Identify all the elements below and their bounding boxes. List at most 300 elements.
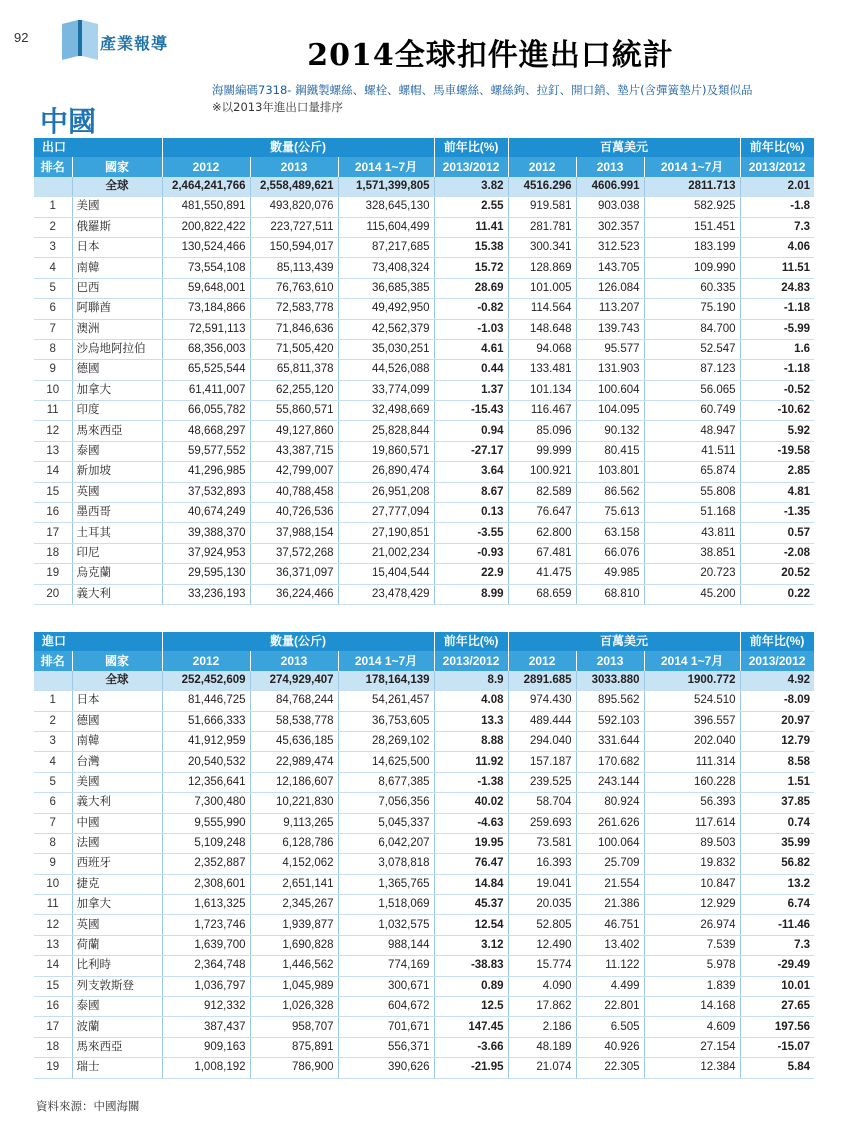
qty-yoy-cell: 3.12 bbox=[434, 935, 508, 955]
qty-2013-cell: 958,707 bbox=[250, 1017, 338, 1037]
qty-2013-cell: 37,572,268 bbox=[250, 543, 338, 563]
qty-2012-cell: 1,613,325 bbox=[162, 895, 250, 915]
usd-2013-cell: 903.038 bbox=[576, 197, 644, 217]
export-section-label: 出口 bbox=[34, 138, 162, 157]
country-cell: 澳洲 bbox=[72, 319, 162, 339]
qty-2013-cell: 58,538,778 bbox=[250, 711, 338, 731]
qty-2014-cell: 774,169 bbox=[338, 956, 434, 976]
sort-note: ※以2013年進出口量排序 bbox=[212, 100, 343, 114]
country-cell: 印尼 bbox=[72, 543, 162, 563]
usd-2013-cell: 592.103 bbox=[576, 711, 644, 731]
qty-yoy-cell: -3.55 bbox=[434, 523, 508, 543]
country-cell: 西班牙 bbox=[72, 854, 162, 874]
usd-2014-cell: 75.190 bbox=[644, 299, 740, 319]
qty-2012-cell: 66,055,782 bbox=[162, 401, 250, 421]
table-row bbox=[34, 895, 814, 915]
qty-2013-cell: 1,446,562 bbox=[250, 956, 338, 976]
usd-2012-cell: 2891.685 bbox=[508, 671, 576, 691]
import-section-label: 進口 bbox=[34, 632, 162, 651]
usd-2014-cell: 65.874 bbox=[644, 462, 740, 482]
usd-2014-cell: 151.451 bbox=[644, 217, 740, 237]
usd-2013-cell: 11.122 bbox=[576, 956, 644, 976]
qty-yoy-cell: 3.64 bbox=[434, 462, 508, 482]
table-row bbox=[34, 319, 814, 339]
usd-yoy-cell: 4.92 bbox=[740, 671, 814, 691]
qty-2013-cell: 37,988,154 bbox=[250, 523, 338, 543]
rank-cell: 3 bbox=[34, 731, 72, 751]
country-cell: 波蘭 bbox=[72, 1017, 162, 1037]
usd-yoy-cell: 5.84 bbox=[740, 1058, 814, 1078]
qty-2013-cell: 40,726,536 bbox=[250, 503, 338, 523]
qty-2014-cell: 328,645,130 bbox=[338, 197, 434, 217]
usd-2013-cell: 21.386 bbox=[576, 895, 644, 915]
rank-cell: 6 bbox=[34, 299, 72, 319]
usd-2014-cell: 7.539 bbox=[644, 935, 740, 955]
qty-2014-cell: 23,478,429 bbox=[338, 584, 434, 604]
usd-2013-cell: 6.505 bbox=[576, 1017, 644, 1037]
qty-2013-cell: 49,127,860 bbox=[250, 421, 338, 441]
qty-2014-cell: 178,164,139 bbox=[338, 671, 434, 691]
country-cell: 泰國 bbox=[72, 441, 162, 461]
qty-yoy-cell: 40.02 bbox=[434, 793, 508, 813]
usd-yoy-cell: 2.01 bbox=[740, 177, 814, 197]
rank-cell: 7 bbox=[34, 319, 72, 339]
usd-2012-cell: 17.862 bbox=[508, 997, 576, 1017]
usd-2013-cell: 22.305 bbox=[576, 1058, 644, 1078]
country-cell: 列支敦斯登 bbox=[72, 976, 162, 996]
table-row bbox=[34, 237, 814, 257]
usd-2013-cell: 13.402 bbox=[576, 935, 644, 955]
table-row bbox=[34, 584, 814, 604]
qty-2012-cell: 73,184,866 bbox=[162, 299, 250, 319]
table-row bbox=[34, 1017, 814, 1037]
usd-2013-cell: 4606.991 bbox=[576, 177, 644, 197]
qty-2013-cell: 1,690,828 bbox=[250, 935, 338, 955]
rank-cell: 12 bbox=[34, 421, 72, 441]
usd-2014-cell: 60.335 bbox=[644, 278, 740, 298]
qty-2013-cell: 12,186,607 bbox=[250, 772, 338, 792]
usd-yoy-cell: 12.79 bbox=[740, 731, 814, 751]
qty-2013-cell: 1,045,989 bbox=[250, 976, 338, 996]
section-label: 產業報導 bbox=[100, 34, 169, 53]
usd-2013-cell: 40.926 bbox=[576, 1037, 644, 1057]
usd-2012-cell: 489.444 bbox=[508, 711, 576, 731]
qty-yoy-cell: -0.93 bbox=[434, 543, 508, 563]
usd-2012-cell: 19.041 bbox=[508, 874, 576, 894]
qty-2012-cell: 41,296,985 bbox=[162, 462, 250, 482]
qty-2014-cell: 988,144 bbox=[338, 935, 434, 955]
year-2013-header: 2013 bbox=[576, 651, 644, 670]
qty-2013-cell: 55,860,571 bbox=[250, 401, 338, 421]
usd-2012-cell: 62.800 bbox=[508, 523, 576, 543]
usd-yoy-cell: 5.92 bbox=[740, 421, 814, 441]
export-qty-group: 數量(公斤) bbox=[162, 138, 434, 157]
qty-2012-cell: 12,356,641 bbox=[162, 772, 250, 792]
usd-2012-cell: 116.467 bbox=[508, 401, 576, 421]
qty-2013-cell: 85,113,439 bbox=[250, 258, 338, 278]
table-row bbox=[34, 441, 814, 461]
country-cell: 烏克蘭 bbox=[72, 564, 162, 584]
qty-2013-cell: 71,846,636 bbox=[250, 319, 338, 339]
table-row bbox=[34, 997, 814, 1017]
country-cell: 法國 bbox=[72, 833, 162, 853]
qty-2014-cell: 1,032,575 bbox=[338, 915, 434, 935]
qty-2013-cell: 72,583,778 bbox=[250, 299, 338, 319]
qty-2013-cell: 6,128,786 bbox=[250, 833, 338, 853]
usd-2012-cell: 67.481 bbox=[508, 543, 576, 563]
usd-2013-cell: 312.523 bbox=[576, 237, 644, 257]
qty-2014-cell: 1,518,069 bbox=[338, 895, 434, 915]
export-qty-yoy-header: 前年比(%) bbox=[434, 138, 508, 157]
year-2012-header: 2012 bbox=[508, 651, 576, 670]
qty-2012-cell: 1,036,797 bbox=[162, 976, 250, 996]
usd-2013-cell: 25.709 bbox=[576, 854, 644, 874]
usd-2013-cell: 126.084 bbox=[576, 278, 644, 298]
usd-2014-cell: 19.832 bbox=[644, 854, 740, 874]
country-header: 國家 bbox=[72, 651, 162, 670]
qty-2014-cell: 26,890,474 bbox=[338, 462, 434, 482]
import-header-row-1 bbox=[34, 632, 814, 651]
import-usd-group: 百萬美元 bbox=[508, 632, 740, 651]
usd-2013-cell: 104.095 bbox=[576, 401, 644, 421]
usd-2012-cell: 300.341 bbox=[508, 237, 576, 257]
qty-yoy-cell: -15.43 bbox=[434, 401, 508, 421]
rank-cell: 1 bbox=[34, 691, 72, 711]
qty-2012-cell: 2,308,601 bbox=[162, 874, 250, 894]
country-cell: 印度 bbox=[72, 401, 162, 421]
qty-2013-cell: 62,255,120 bbox=[250, 380, 338, 400]
usd-2014-cell: 111.314 bbox=[644, 752, 740, 772]
qty-yoy-cell: 0.13 bbox=[434, 503, 508, 523]
qty-yoy-cell: -1.38 bbox=[434, 772, 508, 792]
usd-yoy-cell: 4.06 bbox=[740, 237, 814, 257]
year-2014-header: 2014 1~7月 bbox=[644, 651, 740, 670]
rank-cell: 14 bbox=[34, 956, 72, 976]
usd-2012-cell: 99.999 bbox=[508, 441, 576, 461]
qty-2012-cell: 37,532,893 bbox=[162, 482, 250, 502]
qty-yoy-cell: 13.3 bbox=[434, 711, 508, 731]
year-2014-header: 2014 1~7月 bbox=[338, 651, 434, 670]
qty-2014-cell: 6,042,207 bbox=[338, 833, 434, 853]
country-cell: 全球 bbox=[72, 671, 162, 691]
usd-2012-cell: 82.589 bbox=[508, 482, 576, 502]
usd-2013-cell: 66.076 bbox=[576, 543, 644, 563]
rank-cell: 11 bbox=[34, 401, 72, 421]
country-cell: 日本 bbox=[72, 237, 162, 257]
usd-2014-cell: 84.700 bbox=[644, 319, 740, 339]
usd-yoy-cell: 7.3 bbox=[740, 217, 814, 237]
qty-2014-cell: 8,677,385 bbox=[338, 772, 434, 792]
qty-2014-cell: 300,671 bbox=[338, 976, 434, 996]
rank-header: 排名 bbox=[34, 651, 72, 670]
qty-yoy-cell: 0.44 bbox=[434, 360, 508, 380]
usd-yoy-cell: -1.35 bbox=[740, 503, 814, 523]
qty-yoy-cell: 22.9 bbox=[434, 564, 508, 584]
usd-2012-cell: 58.704 bbox=[508, 793, 576, 813]
usd-2014-cell: 38.851 bbox=[644, 543, 740, 563]
country-cell: 沙烏地阿拉伯 bbox=[72, 339, 162, 359]
qty-2012-cell: 5,109,248 bbox=[162, 833, 250, 853]
qty-yoy-cell: 4.61 bbox=[434, 339, 508, 359]
qty-2012-cell: 2,364,748 bbox=[162, 956, 250, 976]
table-row bbox=[34, 1058, 814, 1078]
qty-2013-cell: 10,221,830 bbox=[250, 793, 338, 813]
usd-yoy-cell: -1.18 bbox=[740, 299, 814, 319]
qty-yoy-cell: 8.88 bbox=[434, 731, 508, 751]
yoy-period-header: 2013/2012 bbox=[740, 651, 814, 670]
qty-2014-cell: 36,685,385 bbox=[338, 278, 434, 298]
usd-2012-cell: 20.035 bbox=[508, 895, 576, 915]
usd-2014-cell: 202.040 bbox=[644, 731, 740, 751]
country-cell: 土耳其 bbox=[72, 523, 162, 543]
rank-cell: 2 bbox=[34, 217, 72, 237]
usd-2012-cell: 133.481 bbox=[508, 360, 576, 380]
qty-yoy-cell: 147.45 bbox=[434, 1017, 508, 1037]
table-row bbox=[34, 976, 814, 996]
qty-2013-cell: 84,768,244 bbox=[250, 691, 338, 711]
qty-yoy-cell: -4.63 bbox=[434, 813, 508, 833]
qty-2014-cell: 19,860,571 bbox=[338, 441, 434, 461]
usd-yoy-cell: 35.99 bbox=[740, 833, 814, 853]
usd-2012-cell: 94.068 bbox=[508, 339, 576, 359]
qty-2012-cell: 61,411,007 bbox=[162, 380, 250, 400]
table-row bbox=[34, 956, 814, 976]
country-cell: 巴西 bbox=[72, 278, 162, 298]
table-row bbox=[34, 711, 814, 731]
qty-2012-cell: 73,554,108 bbox=[162, 258, 250, 278]
rank-cell: 3 bbox=[34, 237, 72, 257]
page-number: 92 bbox=[14, 30, 29, 45]
import-usd-yoy-header: 前年比(%) bbox=[740, 632, 814, 651]
country-cell: 捷克 bbox=[72, 874, 162, 894]
qty-yoy-cell: 8.99 bbox=[434, 584, 508, 604]
rank-cell: 5 bbox=[34, 278, 72, 298]
usd-2014-cell: 1900.772 bbox=[644, 671, 740, 691]
usd-yoy-cell: 1.6 bbox=[740, 339, 814, 359]
country-cell: 新加坡 bbox=[72, 462, 162, 482]
country-cell: 中國 bbox=[72, 813, 162, 833]
year-2012-header: 2012 bbox=[508, 157, 576, 176]
usd-yoy-cell: -1.18 bbox=[740, 360, 814, 380]
qty-2014-cell: 604,672 bbox=[338, 997, 434, 1017]
qty-2012-cell: 81,446,725 bbox=[162, 691, 250, 711]
country-cell: 阿聯酋 bbox=[72, 299, 162, 319]
usd-yoy-cell: 27.65 bbox=[740, 997, 814, 1017]
country-cell: 瑞士 bbox=[72, 1058, 162, 1078]
country-cell: 德國 bbox=[72, 360, 162, 380]
usd-2012-cell: 157.187 bbox=[508, 752, 576, 772]
rank-cell: 5 bbox=[34, 772, 72, 792]
usd-2013-cell: 3033.880 bbox=[576, 671, 644, 691]
usd-2013-cell: 80.415 bbox=[576, 441, 644, 461]
qty-yoy-cell: 12.5 bbox=[434, 997, 508, 1017]
rank-cell: 19 bbox=[34, 1058, 72, 1078]
table-row bbox=[34, 874, 814, 894]
usd-2014-cell: 2811.713 bbox=[644, 177, 740, 197]
usd-2012-cell: 974.430 bbox=[508, 691, 576, 711]
usd-yoy-cell: 2.85 bbox=[740, 462, 814, 482]
country-cell: 美國 bbox=[72, 197, 162, 217]
usd-2013-cell: 139.743 bbox=[576, 319, 644, 339]
qty-2014-cell: 32,498,669 bbox=[338, 401, 434, 421]
usd-yoy-cell: 197.56 bbox=[740, 1017, 814, 1037]
usd-2013-cell: 143.705 bbox=[576, 258, 644, 278]
qty-2014-cell: 87,217,685 bbox=[338, 237, 434, 257]
usd-yoy-cell: -0.52 bbox=[740, 380, 814, 400]
table-row bbox=[34, 482, 814, 502]
qty-2014-cell: 44,526,088 bbox=[338, 360, 434, 380]
qty-2012-cell: 2,464,241,766 bbox=[162, 177, 250, 197]
year-2012-header: 2012 bbox=[162, 651, 250, 670]
rank-cell: 8 bbox=[34, 339, 72, 359]
usd-2013-cell: 86.562 bbox=[576, 482, 644, 502]
qty-2013-cell: 43,387,715 bbox=[250, 441, 338, 461]
rank-cell: 4 bbox=[34, 258, 72, 278]
usd-2014-cell: 183.199 bbox=[644, 237, 740, 257]
qty-2013-cell: 493,820,076 bbox=[250, 197, 338, 217]
usd-2013-cell: 49.985 bbox=[576, 564, 644, 584]
usd-2013-cell: 243.144 bbox=[576, 772, 644, 792]
usd-2012-cell: 919.581 bbox=[508, 197, 576, 217]
qty-2014-cell: 15,404,544 bbox=[338, 564, 434, 584]
import-header-row-2 bbox=[34, 651, 814, 670]
table-row bbox=[34, 197, 814, 217]
country-cell: 南韓 bbox=[72, 731, 162, 751]
usd-2012-cell: 100.921 bbox=[508, 462, 576, 482]
qty-yoy-cell: -3.66 bbox=[434, 1037, 508, 1057]
usd-2013-cell: 95.577 bbox=[576, 339, 644, 359]
usd-2013-cell: 131.903 bbox=[576, 360, 644, 380]
usd-2014-cell: 12.929 bbox=[644, 895, 740, 915]
rank-cell: 16 bbox=[34, 997, 72, 1017]
year-2013-header: 2013 bbox=[250, 651, 338, 670]
table-row bbox=[34, 421, 814, 441]
usd-2012-cell: 21.074 bbox=[508, 1058, 576, 1078]
yoy-period-header: 2013/2012 bbox=[434, 157, 508, 176]
qty-2014-cell: 73,408,324 bbox=[338, 258, 434, 278]
qty-2012-cell: 29,595,130 bbox=[162, 564, 250, 584]
qty-2013-cell: 42,799,007 bbox=[250, 462, 338, 482]
qty-yoy-cell: 45.37 bbox=[434, 895, 508, 915]
country-cell: 比利時 bbox=[72, 956, 162, 976]
country-cell: 馬來西亞 bbox=[72, 421, 162, 441]
usd-yoy-cell: 10.01 bbox=[740, 976, 814, 996]
rank-cell: 15 bbox=[34, 976, 72, 996]
usd-yoy-cell: 37.85 bbox=[740, 793, 814, 813]
usd-2012-cell: 101.005 bbox=[508, 278, 576, 298]
qty-yoy-cell: 15.72 bbox=[434, 258, 508, 278]
yoy-period-header: 2013/2012 bbox=[740, 157, 814, 176]
country-cell: 德國 bbox=[72, 711, 162, 731]
usd-2014-cell: 14.168 bbox=[644, 997, 740, 1017]
usd-2012-cell: 281.781 bbox=[508, 217, 576, 237]
usd-2013-cell: 22.801 bbox=[576, 997, 644, 1017]
usd-yoy-cell: 11.51 bbox=[740, 258, 814, 278]
rank-cell: 11 bbox=[34, 895, 72, 915]
usd-2013-cell: 63.158 bbox=[576, 523, 644, 543]
country-cell: 荷蘭 bbox=[72, 935, 162, 955]
usd-2013-cell: 46.751 bbox=[576, 915, 644, 935]
usd-yoy-cell: 0.22 bbox=[740, 584, 814, 604]
usd-yoy-cell: -8.09 bbox=[740, 691, 814, 711]
usd-2012-cell: 114.564 bbox=[508, 299, 576, 319]
qty-2014-cell: 49,492,950 bbox=[338, 299, 434, 319]
usd-yoy-cell: -19.58 bbox=[740, 441, 814, 461]
usd-yoy-cell: -5.99 bbox=[740, 319, 814, 339]
usd-2012-cell: 85.096 bbox=[508, 421, 576, 441]
rank-cell: 10 bbox=[34, 874, 72, 894]
usd-2013-cell: 80.924 bbox=[576, 793, 644, 813]
rank-cell: 15 bbox=[34, 482, 72, 502]
usd-yoy-cell: 13.2 bbox=[740, 874, 814, 894]
qty-2013-cell: 36,224,466 bbox=[250, 584, 338, 604]
qty-2014-cell: 5,045,337 bbox=[338, 813, 434, 833]
table-row bbox=[34, 915, 814, 935]
export-table bbox=[34, 138, 815, 605]
qty-2013-cell: 40,788,458 bbox=[250, 482, 338, 502]
rank-cell bbox=[34, 177, 72, 197]
qty-2013-cell: 223,727,511 bbox=[250, 217, 338, 237]
usd-2012-cell: 15.774 bbox=[508, 956, 576, 976]
qty-yoy-cell: 11.92 bbox=[434, 752, 508, 772]
qty-2014-cell: 3,078,818 bbox=[338, 854, 434, 874]
country-cell: 馬來西亞 bbox=[72, 1037, 162, 1057]
usd-2012-cell: 2.186 bbox=[508, 1017, 576, 1037]
country-header: 國家 bbox=[72, 157, 162, 176]
year-2012-header: 2012 bbox=[162, 157, 250, 176]
qty-2014-cell: 36,753,605 bbox=[338, 711, 434, 731]
usd-2013-cell: 75.613 bbox=[576, 503, 644, 523]
qty-yoy-cell: 0.89 bbox=[434, 976, 508, 996]
usd-2013-cell: 100.604 bbox=[576, 380, 644, 400]
table-row bbox=[34, 543, 814, 563]
table-row bbox=[34, 564, 814, 584]
table-row bbox=[34, 217, 814, 237]
total-row bbox=[34, 671, 814, 691]
rank-cell: 14 bbox=[34, 462, 72, 482]
usd-2013-cell: 261.626 bbox=[576, 813, 644, 833]
qty-2014-cell: 1,571,399,805 bbox=[338, 177, 434, 197]
usd-yoy-cell: -11.46 bbox=[740, 915, 814, 935]
usd-2014-cell: 1.839 bbox=[644, 976, 740, 996]
usd-2014-cell: 26.974 bbox=[644, 915, 740, 935]
usd-yoy-cell: -15.07 bbox=[740, 1037, 814, 1057]
usd-2014-cell: 10.847 bbox=[644, 874, 740, 894]
usd-2012-cell: 4516.296 bbox=[508, 177, 576, 197]
table-row bbox=[34, 299, 814, 319]
usd-yoy-cell: 4.81 bbox=[740, 482, 814, 502]
qty-yoy-cell: -1.03 bbox=[434, 319, 508, 339]
rank-cell: 19 bbox=[34, 564, 72, 584]
qty-2013-cell: 786,900 bbox=[250, 1058, 338, 1078]
qty-2014-cell: 701,671 bbox=[338, 1017, 434, 1037]
usd-2014-cell: 51.168 bbox=[644, 503, 740, 523]
usd-2012-cell: 73.581 bbox=[508, 833, 576, 853]
usd-2013-cell: 113.207 bbox=[576, 299, 644, 319]
qty-2012-cell: 912,332 bbox=[162, 997, 250, 1017]
rank-cell: 6 bbox=[34, 793, 72, 813]
table-row bbox=[34, 278, 814, 298]
qty-2014-cell: 33,774,099 bbox=[338, 380, 434, 400]
qty-yoy-cell: 8.67 bbox=[434, 482, 508, 502]
usd-2013-cell: 302.357 bbox=[576, 217, 644, 237]
qty-yoy-cell: 12.54 bbox=[434, 915, 508, 935]
usd-2014-cell: 5.978 bbox=[644, 956, 740, 976]
usd-2014-cell: 87.123 bbox=[644, 360, 740, 380]
qty-2014-cell: 27,777,094 bbox=[338, 503, 434, 523]
usd-2014-cell: 396.557 bbox=[644, 711, 740, 731]
table-row bbox=[34, 339, 814, 359]
